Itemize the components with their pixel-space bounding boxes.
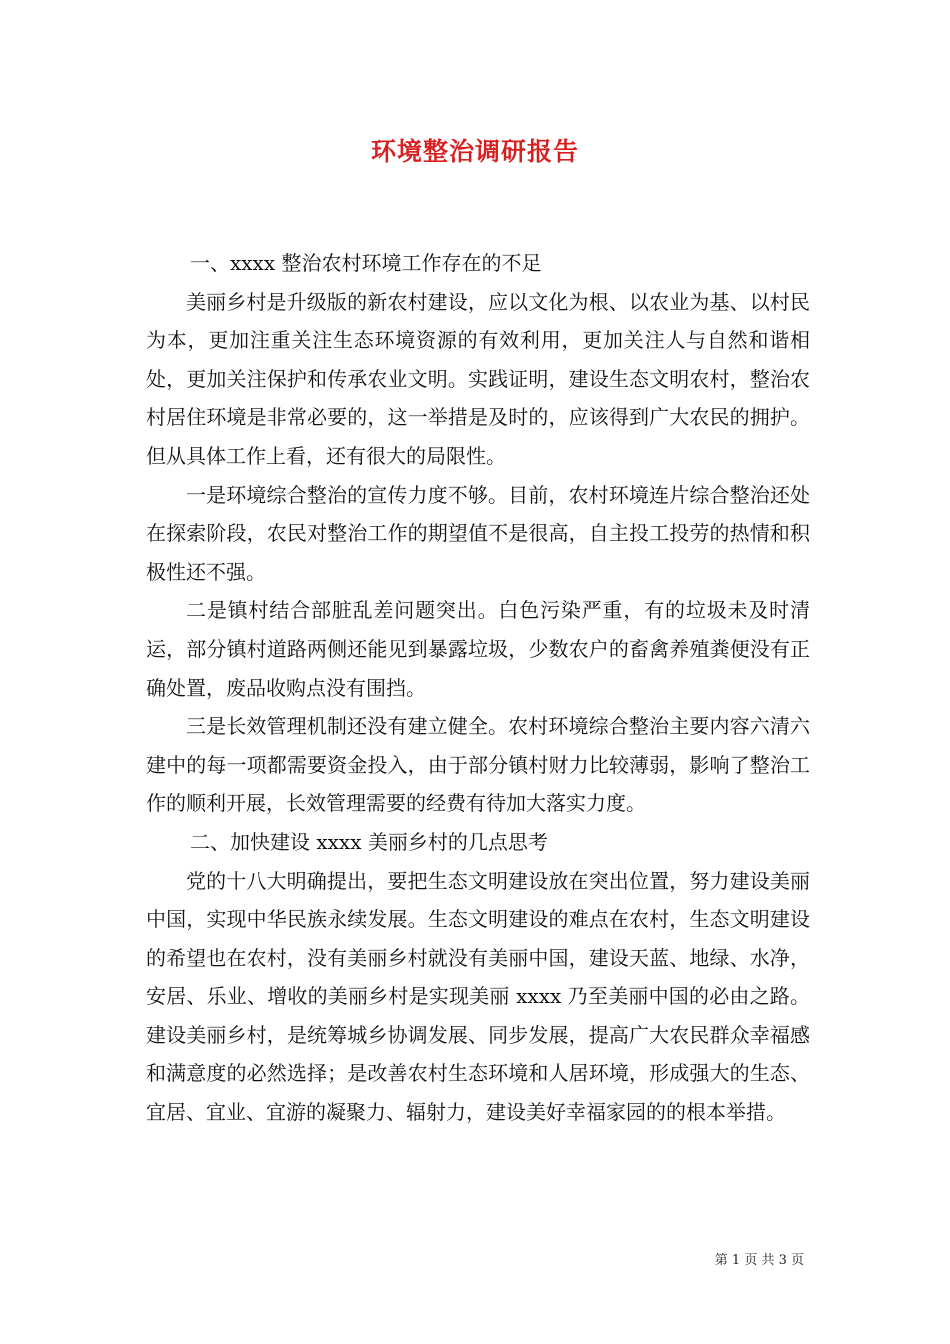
document-body [146, 244, 810, 1132]
paragraph-thoughts: 党的十八大明确提出，要把生态文明建设放在突出位置，努力建设美丽中国，实现中华民族永续发展。生态文明建设的难点在农村，生态文明建设的希望也在农村，没有美丽乡村就没有美丽中国，建设天蓝、地绿、水净，安居、乐业、增收的美丽乡村是实现美丽 xxxx 乃至美丽中国的必由之路。建设美丽乡村，是统筹城乡协调发展、同步发展，提高广大农民群众幸福感和满意度的必然选择；是改善农村生态环境和人居环境，形成强大的生态、宜居、宜业、宜游的凝聚力、辐射力，建设美好幸福家园的的根本举措。 [146, 868, 810, 1125]
paragraph-point-2: 二是镇村结合部脏乱差问题突出。白色污染严重，有的垃圾未及时清运，部分镇村道路两侧还能见到暴露垃圾，少数农户的畜禽养殖粪便没有正确处置，废品收购点没有围挡。 [146, 598, 810, 700]
document-title: 环境整治调研报告 [370, 137, 579, 166]
paragraph-point-1: 一是环境综合整治的宣传力度不够。目前，农村环境连片综合整治还处在探索阶段，农民对整治工作的期望值不是很高，自主投工投劳的热情和积极性还不强。 [146, 482, 810, 584]
page-number: 第 1 页 共 3 页 [714, 1253, 804, 1268]
paragraph-intro: 美丽乡村是升级版的新农村建设，应以文化为根、以农业为基、以村民为本，更加注重关注生态环境资源的有效利用，更加关注人与自然和谐相处，更加关注保护和传承农业文明。实践证明，建设生态文明农村，整治农村居住环境是非常必要的，这一举措是及时的，应该得到广大农民的拥护。但从具体工作上看，还有很大的局限性。 [146, 289, 810, 468]
section-heading-2: 二、加快建设 xxxx 美丽乡村的几点思考 [190, 829, 548, 854]
section-heading-1: 一、xxxx 整治农村环境工作存在的不足 [190, 251, 542, 275]
paragraph-point-3: 三是长效管理机制还没有建立健全。农村环境综合整治主要内容六清六建中的每一项都需要资金投入，由于部分镇村财力比较薄弱，影响了整治工作的顺利开展，长效管理需要的经费有待加大落实力度。 [146, 714, 810, 816]
